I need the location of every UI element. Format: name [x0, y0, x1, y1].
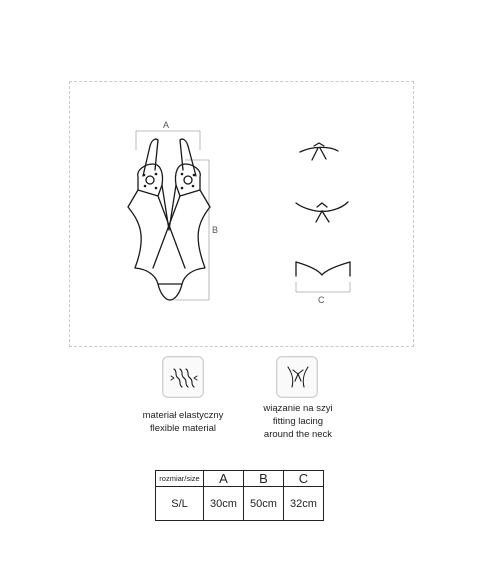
size-table-header-row [156, 471, 324, 487]
size-a-value-cell: 30cm [204, 487, 244, 521]
size-c-value-cell: 32cm [284, 487, 324, 521]
panty-drawing [296, 262, 350, 276]
feature-flexible-material-line-2: flexible material [150, 423, 216, 434]
size-name-cell: S/L [156, 487, 204, 521]
dimension-b-label: B [212, 225, 219, 235]
size-header-a: A [204, 471, 244, 487]
table-row [156, 487, 324, 521]
size-header-b: B [244, 471, 284, 487]
feature-neck-lacing-label [248, 402, 348, 441]
feature-neck-lacing-line-2: fitting lacing [272, 416, 324, 427]
stretch-waves-icon [162, 356, 204, 398]
feature-neck-lacing-line-3: around the neck [263, 429, 333, 440]
back-tie-drawing [296, 202, 348, 222]
size-header-label: rozmiar/size [156, 471, 204, 487]
dimension-c-guide [296, 282, 350, 292]
size-b-value-cell: 50cm [244, 487, 284, 521]
feature-flexible-material-line-1: materiał elastyczny [142, 410, 224, 421]
dimension-c-label: C [318, 295, 325, 305]
halter-neck-icon [276, 356, 318, 398]
dimension-a-label: A [163, 120, 170, 130]
size-table [155, 470, 324, 521]
feature-neck-lacing-line-1: wiązanie na szyi [263, 403, 333, 414]
feature-flexible-material-label [133, 409, 233, 435]
size-header-c: C [284, 471, 324, 487]
neck-tie-drawing [300, 143, 338, 160]
